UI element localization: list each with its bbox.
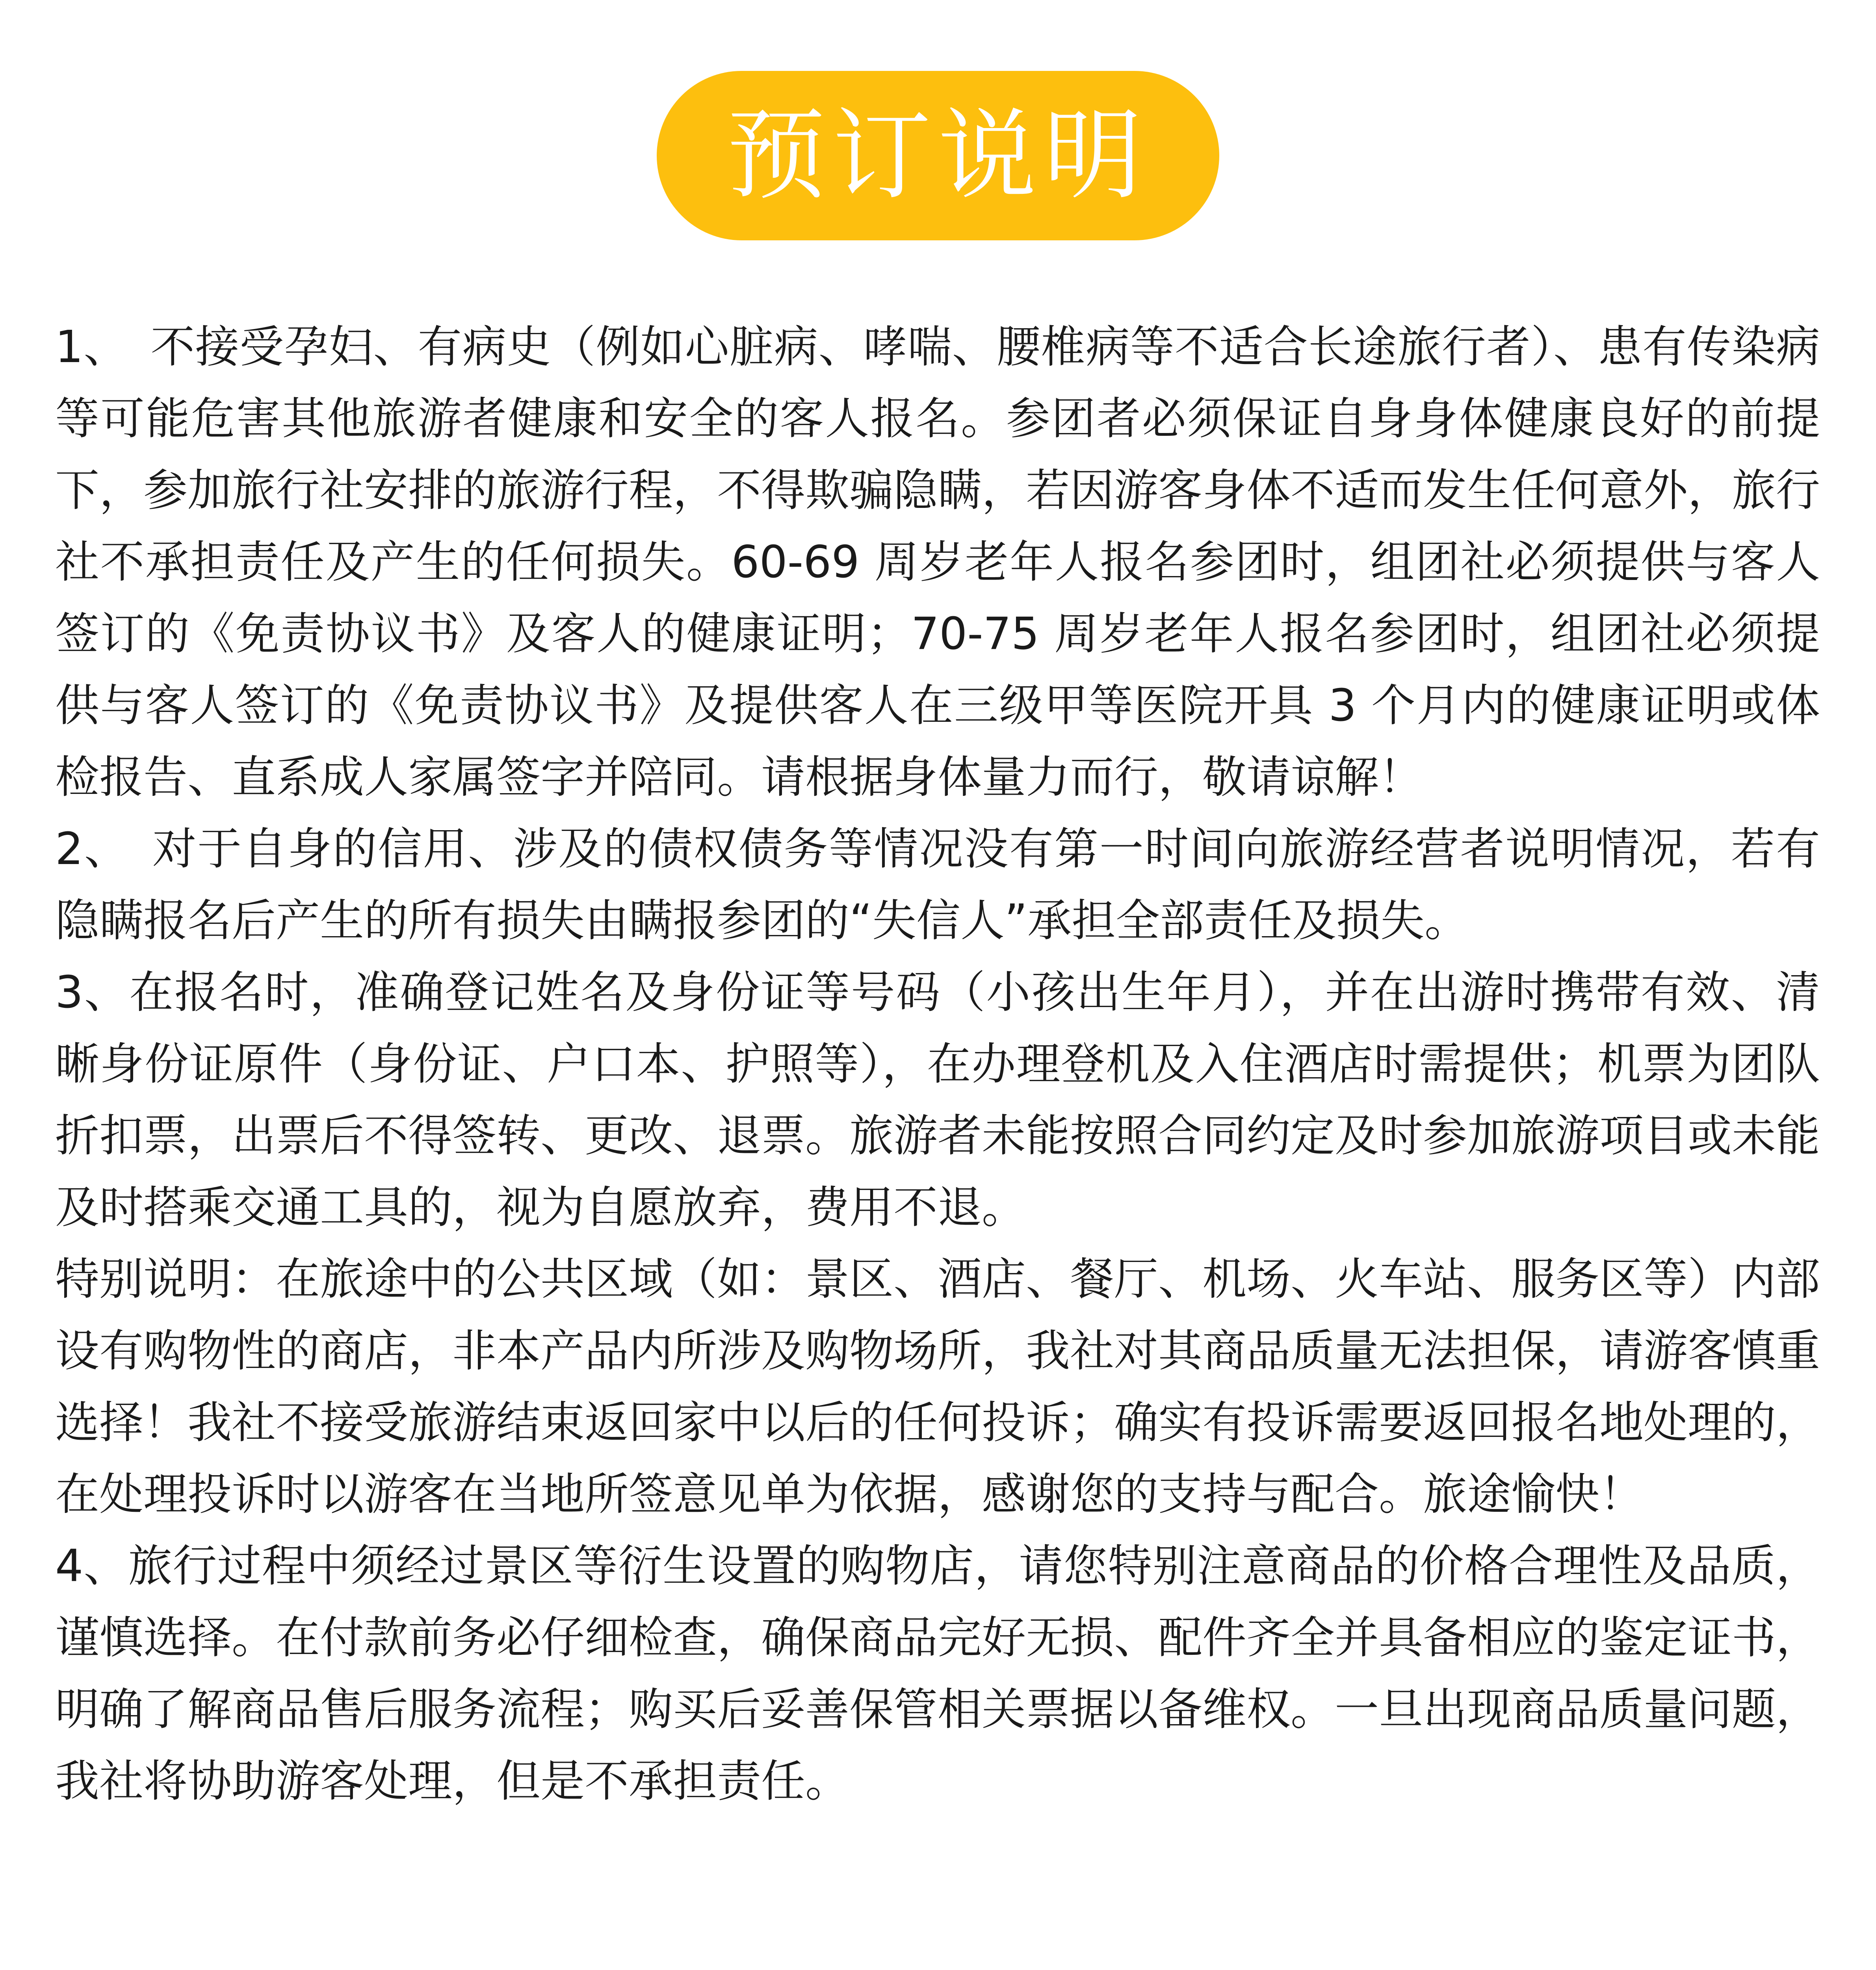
note-paragraph-2: 2、 对于自身的信用、涉及的债权债务等情况没有第一时间向旅游经营者说明情况，若有隐瞒报名后产生的所有损失由瞒报参团的“失信人”承担全部责任及损失。 bbox=[55, 823, 1820, 946]
title-banner bbox=[657, 71, 1219, 240]
special-notice-paragraph: 特别说明：在旅途中的公共区域（如：景区、酒店、餐厅、机场、火车站、服务区等）内部设有购物性的商店，非本产品内所涉及购物场所，我社对其商品质量无法担保，请游客慎重选择！我社不接受旅游结束返回家中以后的任何投诉；确实有投诉需要返回报名地处理的，在处理投诉时以游客在当地所签意见单为依据，感谢您的支持与配合。旅途愉快！ bbox=[55, 1254, 1820, 1520]
note-paragraph-4: 4、旅行过程中须经过景区等衍生设置的购物店，请您特别注意商品的价格合理性及品质，谨慎选择。在付款前务必仔细检查，确保商品完好无损、配件齐全并具备相应的鉴定证书，明确了解商品售后服务流程；购买后妥善保管相关票据以备维权。一旦出现商品质量问题，我社将协助游客处理，但是不承担责任。 bbox=[55, 1541, 1820, 1807]
page-title: 预订说明 bbox=[727, 98, 1149, 213]
note-paragraph-1: 1、 不接受孕妇、有病史（例如心脏病、哮喘、腰椎病等不适合长途旅行者）、患有传染病等可能危害其他旅游者健康和安全的客人报名。参团者必须保证自身身体健康良好的前提下，参加旅行社安排的旅游行程，不得欺骗隐瞒，若因游客身体不适而发生任何意外，旅行社不承担责任及产生的任何损失。60-69 周岁老年人报名参团时，组团社必须提供与客人签订的《免责协议书》及客人的健康证明；70-75 周岁老年人报名参团时，组团社必须提供与客人签订的《免责协议书》及提供客人在三级甲等医院开具 3 个月内的健康证明或体检报告、直系成人家属签字并陪同。请根据身体量力而行，敬请谅解！ bbox=[55, 322, 1820, 803]
note-paragraph-3: 3、在报名时，准确登记姓名及身份证等号码（小孩出生年月），并在出游时携带有效、清晰身份证原件（身份证、户口本、护照等），在办理登机及入住酒店时需提供；机票为团队折扣票，出票后不得签转、更改、退票。旅游者未能按照合同约定及时参加旅游项目或未能及时搭乘交通工具的，视为自愿放弃，费用不退。 bbox=[55, 967, 1820, 1233]
booking-notes bbox=[55, 311, 1820, 1817]
